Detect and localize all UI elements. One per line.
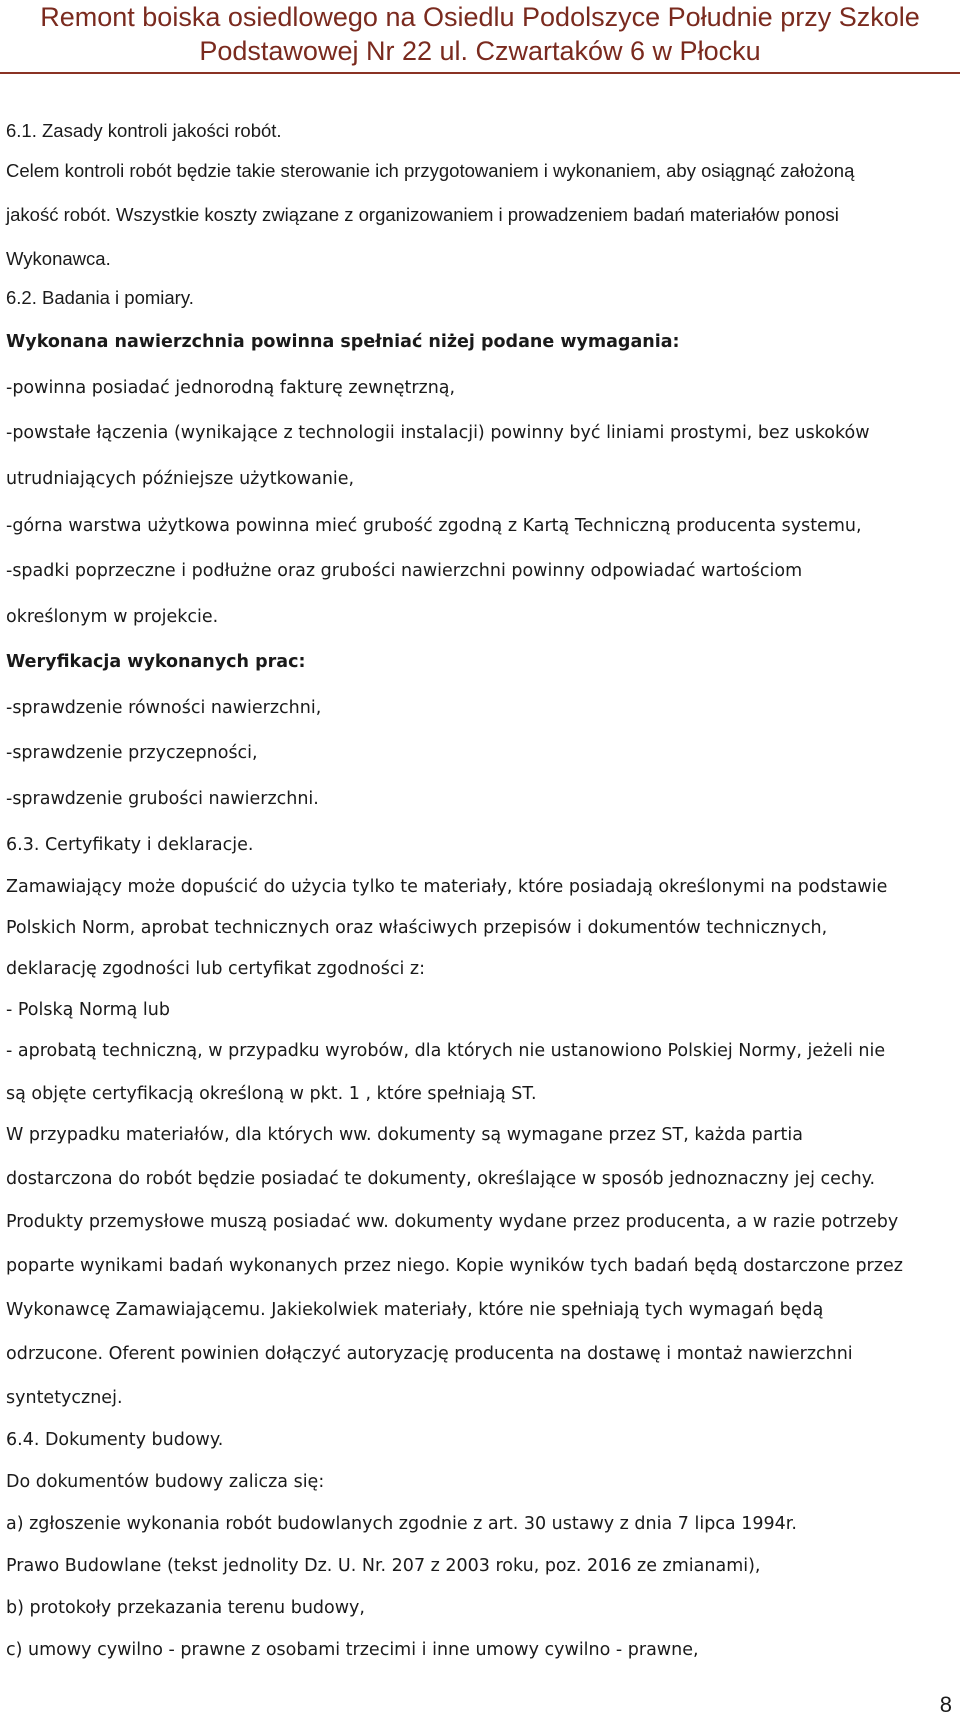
list-item: -sprawdzenie grubości nawierzchni. [6, 789, 319, 809]
verification-heading: Weryfikacja wykonanych prac: [6, 652, 306, 672]
list-item: -górna warstwa użytkowa powinna mieć grubość zgodną z Kartą Techniczną producenta systemu, [6, 516, 862, 536]
section-heading-6-4: 6.4. Dokumenty budowy. [6, 1430, 224, 1450]
list-item-continuation: Prawo Budowlane (tekst jednolity Dz. U. Nr. 207 z 2003 roku, poz. 2016 ze zmianami), [6, 1556, 761, 1576]
page-number: 8 [939, 1692, 952, 1717]
paragraph-line: Polskich Norm, aprobat technicznych oraz właściwych przepisów i dokumentów technicznych, [6, 918, 828, 938]
paragraph-line: Celem kontroli robót będzie takie sterowanie ich przygotowaniem i wykonaniem, aby osiągnąć założoną [6, 160, 855, 181]
paragraph-line: Produkty przemysłowe muszą posiadać ww. dokumenty wydane przez producenta, a w razie potrzeby [6, 1212, 899, 1232]
list-item: a) zgłoszenie wykonania robót budowlanych zgodnie z art. 30 ustawy z dnia 7 lipca 1994r. [6, 1514, 797, 1534]
list-item-continuation: określonym w projekcie. [6, 607, 219, 627]
paragraph-line: odrzucone. Oferent powinien dołączyć autoryzację producenta na dostawę i montaż nawierzchni [6, 1344, 853, 1364]
paragraph-line: syntetycznej. [6, 1388, 123, 1408]
section-heading-6-3: 6.3. Certyfikaty i deklaracje. [6, 835, 254, 855]
paragraph-line: Wykonawca. [6, 248, 111, 269]
document-header [0, 0, 960, 68]
list-item-continuation: utrudniających późniejsze użytkowanie, [6, 469, 355, 489]
section-heading-6-2: 6.2. Badania i pomiary. [6, 287, 194, 308]
list-item: -powstałe łączenia (wynikające z technologii instalacji) powinny być liniami prostymi, bez uskoków [6, 423, 870, 443]
header-divider [0, 72, 960, 74]
paragraph-line: Do dokumentów budowy zalicza się: [6, 1472, 325, 1492]
list-item: - aprobatą techniczną, w przypadku wyrobów, dla których nie ustanowiono Polskiej Normy, jeżeli nie [6, 1041, 886, 1061]
list-item: c) umowy cywilno - prawne z osobami trzecimi i inne umowy cywilno - prawne, [6, 1640, 699, 1660]
list-item: b) protokoły przekazania terenu budowy, [6, 1598, 365, 1618]
paragraph-line: Wykonawcę Zamawiającemu. Jakiekolwiek materiały, które nie spełniają tych wymagań będą [6, 1300, 824, 1320]
list-item-continuation: są objęte certyfikacją określoną w pkt. 1 , które spełniają ST. [6, 1084, 537, 1104]
list-item: - Polską Normą lub [6, 1000, 170, 1020]
paragraph-line: jakość robót. Wszystkie koszty związane z organizowaniem i prowadzeniem badań materiałów ponosi [6, 204, 839, 225]
list-item: -powinna posiadać jednorodną fakturę zewnętrzną, [6, 378, 456, 398]
paragraph-line: dostarczona do robót będzie posiadać te dokumenty, określające w sposób jednoznaczny jej cechy. [6, 1169, 876, 1189]
paragraph-line: poparte wynikami badań wykonanych przez niego. Kopie wyników tych badań będą dostarczone przez [6, 1256, 903, 1276]
header-title-line-2: Podstawowej Nr 22 ul. Czwartaków 6 w Płocku [199, 36, 761, 66]
header-title-line-1: Remont boiska osiedlowego na Osiedlu Podolszyce Południe przy Szkole [40, 2, 920, 32]
requirements-heading: Wykonana nawierzchnia powinna spełniać niżej podane wymagania: [6, 332, 680, 352]
paragraph-line: W przypadku materiałów, dla których ww. dokumenty są wymagane przez ST, każda partia [6, 1125, 803, 1145]
list-item: -spadki poprzeczne i podłużne oraz grubości nawierzchni powinny odpowiadać wartościom [6, 561, 803, 581]
paragraph-line: Zamawiający może dopuścić do użycia tylko te materiały, które posiadają określonymi na podstawie [6, 877, 888, 897]
section-heading-6-1: 6.1. Zasady kontroli jakości robót. [6, 120, 282, 141]
list-item: -sprawdzenie przyczepności, [6, 743, 258, 763]
list-item: -sprawdzenie równości nawierzchni, [6, 698, 322, 718]
paragraph-line: deklarację zgodności lub certyfikat zgodności z: [6, 959, 425, 979]
